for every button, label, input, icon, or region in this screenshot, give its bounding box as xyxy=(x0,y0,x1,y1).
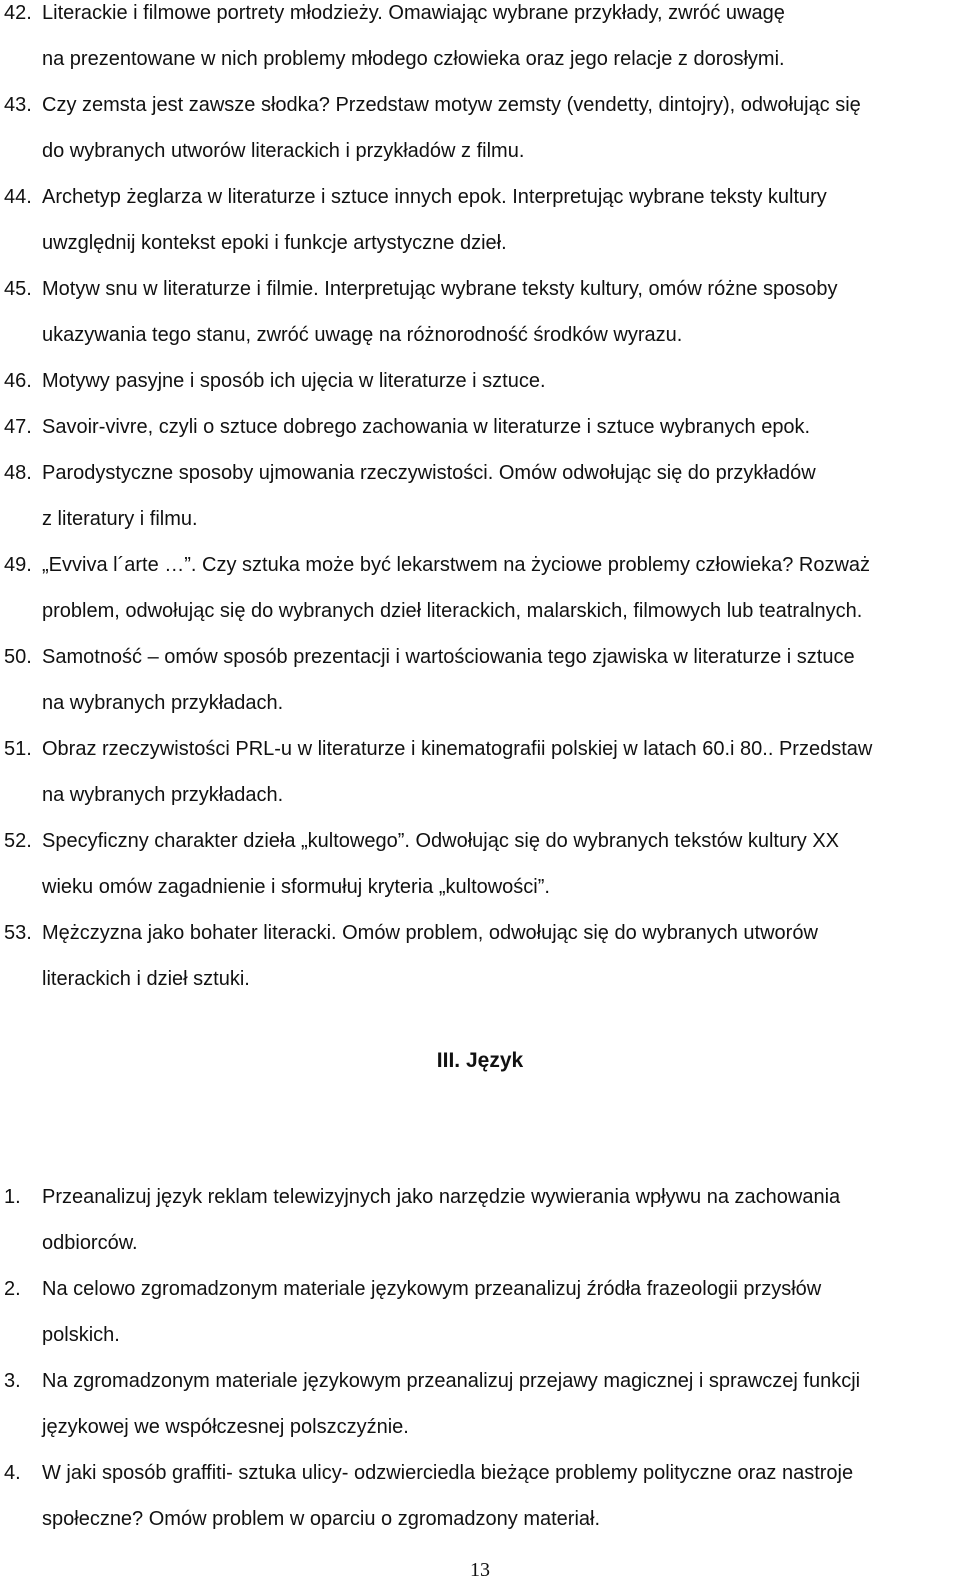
language-topic-text-line: społeczne? Omów problem w oparciu o zgromadzony materiał. xyxy=(42,1508,601,1530)
literature-topic-text-line: Obraz rzeczywistości PRL-u w literaturze i kinematografii polskiej w latach 60.i 80.. Przedstaw xyxy=(42,738,873,760)
language-topic-text-line: językowej we współczesnej polszczyźnie. xyxy=(42,1416,409,1438)
literature-topic-text-line: na wybranych przykładach. xyxy=(42,692,284,714)
language-topic-number: 2. xyxy=(4,1278,21,1300)
literature-topic-number: 42. xyxy=(4,2,32,24)
page-number: 13 xyxy=(470,1559,490,1581)
literature-topic-text-line: Parodystyczne sposoby ujmowania rzeczywistości. Omów odwołując się do przykładów xyxy=(42,462,816,484)
language-topic-number: 4. xyxy=(4,1462,21,1484)
literature-topic-text-line: do wybranych utworów literackich i przykładów z filmu. xyxy=(42,140,525,162)
literature-topic-number: 43. xyxy=(4,94,32,116)
literature-topic-number: 44. xyxy=(4,186,32,208)
literature-topic-number: 50. xyxy=(4,646,32,668)
literature-topic-text-line: Savoir-vivre, czyli o sztuce dobrego zachowania w literaturze i sztuce wybranych epok. xyxy=(42,416,811,438)
language-topic-text-line: polskich. xyxy=(42,1324,120,1346)
literature-topic-number: 45. xyxy=(4,278,32,300)
literature-topic-number: 48. xyxy=(4,462,32,484)
language-topic-text-line: Na celowo zgromadzonym materiale językowym przeanalizuj źródła frazeologii przysłów xyxy=(42,1278,822,1300)
literature-topic-text-line: Specyficzny charakter dzieła „kultowego”. Odwołując się do wybranych tekstów kultury XX xyxy=(42,830,840,852)
literature-topic-text-line: literackich i dzieł sztuki. xyxy=(42,968,250,990)
literature-topic-text-line: Mężczyzna jako bohater literacki. Omów problem, odwołując się do wybranych utworów xyxy=(42,922,818,944)
literature-topic-text-line: Archetyp żeglarza w literaturze i sztuce innych epok. Interpretując wybrane teksty kultury xyxy=(42,186,827,208)
literature-topic-text-line: z literatury i filmu. xyxy=(42,508,198,530)
language-topic-text-line: Na zgromadzonym materiale językowym przeanalizuj przejawy magicznej i sprawczej funkcji xyxy=(42,1370,861,1392)
literature-topic-text-line: Motywy pasyjne i sposób ich ujęcia w literaturze i sztuce. xyxy=(42,370,546,392)
literature-topic-text-line: wieku omów zagadnienie i sformułuj kryteria „kultowości”. xyxy=(42,876,550,898)
literature-topic-text-line: Literackie i filmowe portrety młodzieży. Omawiając wybrane przykłady, zwróć uwagę xyxy=(42,2,785,24)
section-heading: III. Język xyxy=(436,1049,524,1072)
literature-topic-number: 49. xyxy=(4,554,32,576)
language-topic-text-line: W jaki sposób graffiti- sztuka ulicy- odzwierciedla bieżące problemy polityczne oraz nastroje xyxy=(42,1462,854,1484)
literature-topic-text-line: Motyw snu w literaturze i filmie. Interpretując wybrane teksty kultury, omów różne sposoby xyxy=(42,278,838,300)
literature-topic-number: 47. xyxy=(4,416,32,438)
literature-topic-text-line: na wybranych przykładach. xyxy=(42,784,284,806)
literature-topic-number: 51. xyxy=(4,738,32,760)
literature-topic-text-line: Czy zemsta jest zawsze słodka? Przedstaw motyw zemsty (vendetty, dintojry), odwołując się xyxy=(42,94,861,116)
language-topic-text-line: Przeanalizuj język reklam telewizyjnych jako narzędzie wywierania wpływu na zachowania xyxy=(42,1186,841,1208)
literature-topic-text-line: Samotność – omów sposób prezentacji i wartościowania tego zjawiska w literaturze i sztuce xyxy=(42,646,855,668)
literature-topic-text-line: problem, odwołując się do wybranych dzieł literackich, malarskich, filmowych lub teatralnych. xyxy=(42,600,863,622)
language-topic-number: 1. xyxy=(4,1186,21,1208)
language-topic-text-line: odbiorców. xyxy=(42,1232,138,1254)
literature-topic-text-line: uwzględnij kontekst epoki i funkcje artystyczne dzieł. xyxy=(42,232,507,254)
literature-topic-text-line: „Evviva l´arte …”. Czy sztuka może być lekarstwem na życiowe problemy człowieka? Rozważ xyxy=(42,554,871,576)
literature-topic-number: 46. xyxy=(4,370,32,392)
literature-topic-number: 53. xyxy=(4,922,32,944)
language-topic-number: 3. xyxy=(4,1370,21,1392)
literature-topic-text-line: ukazywania tego stanu, zwróć uwagę na różnorodność środków wyrazu. xyxy=(42,324,683,346)
literature-topic-text-line: na prezentowane w nich problemy młodego człowieka oraz jego relacje z dorosłymi. xyxy=(42,48,785,70)
literature-topic-number: 52. xyxy=(4,830,32,852)
